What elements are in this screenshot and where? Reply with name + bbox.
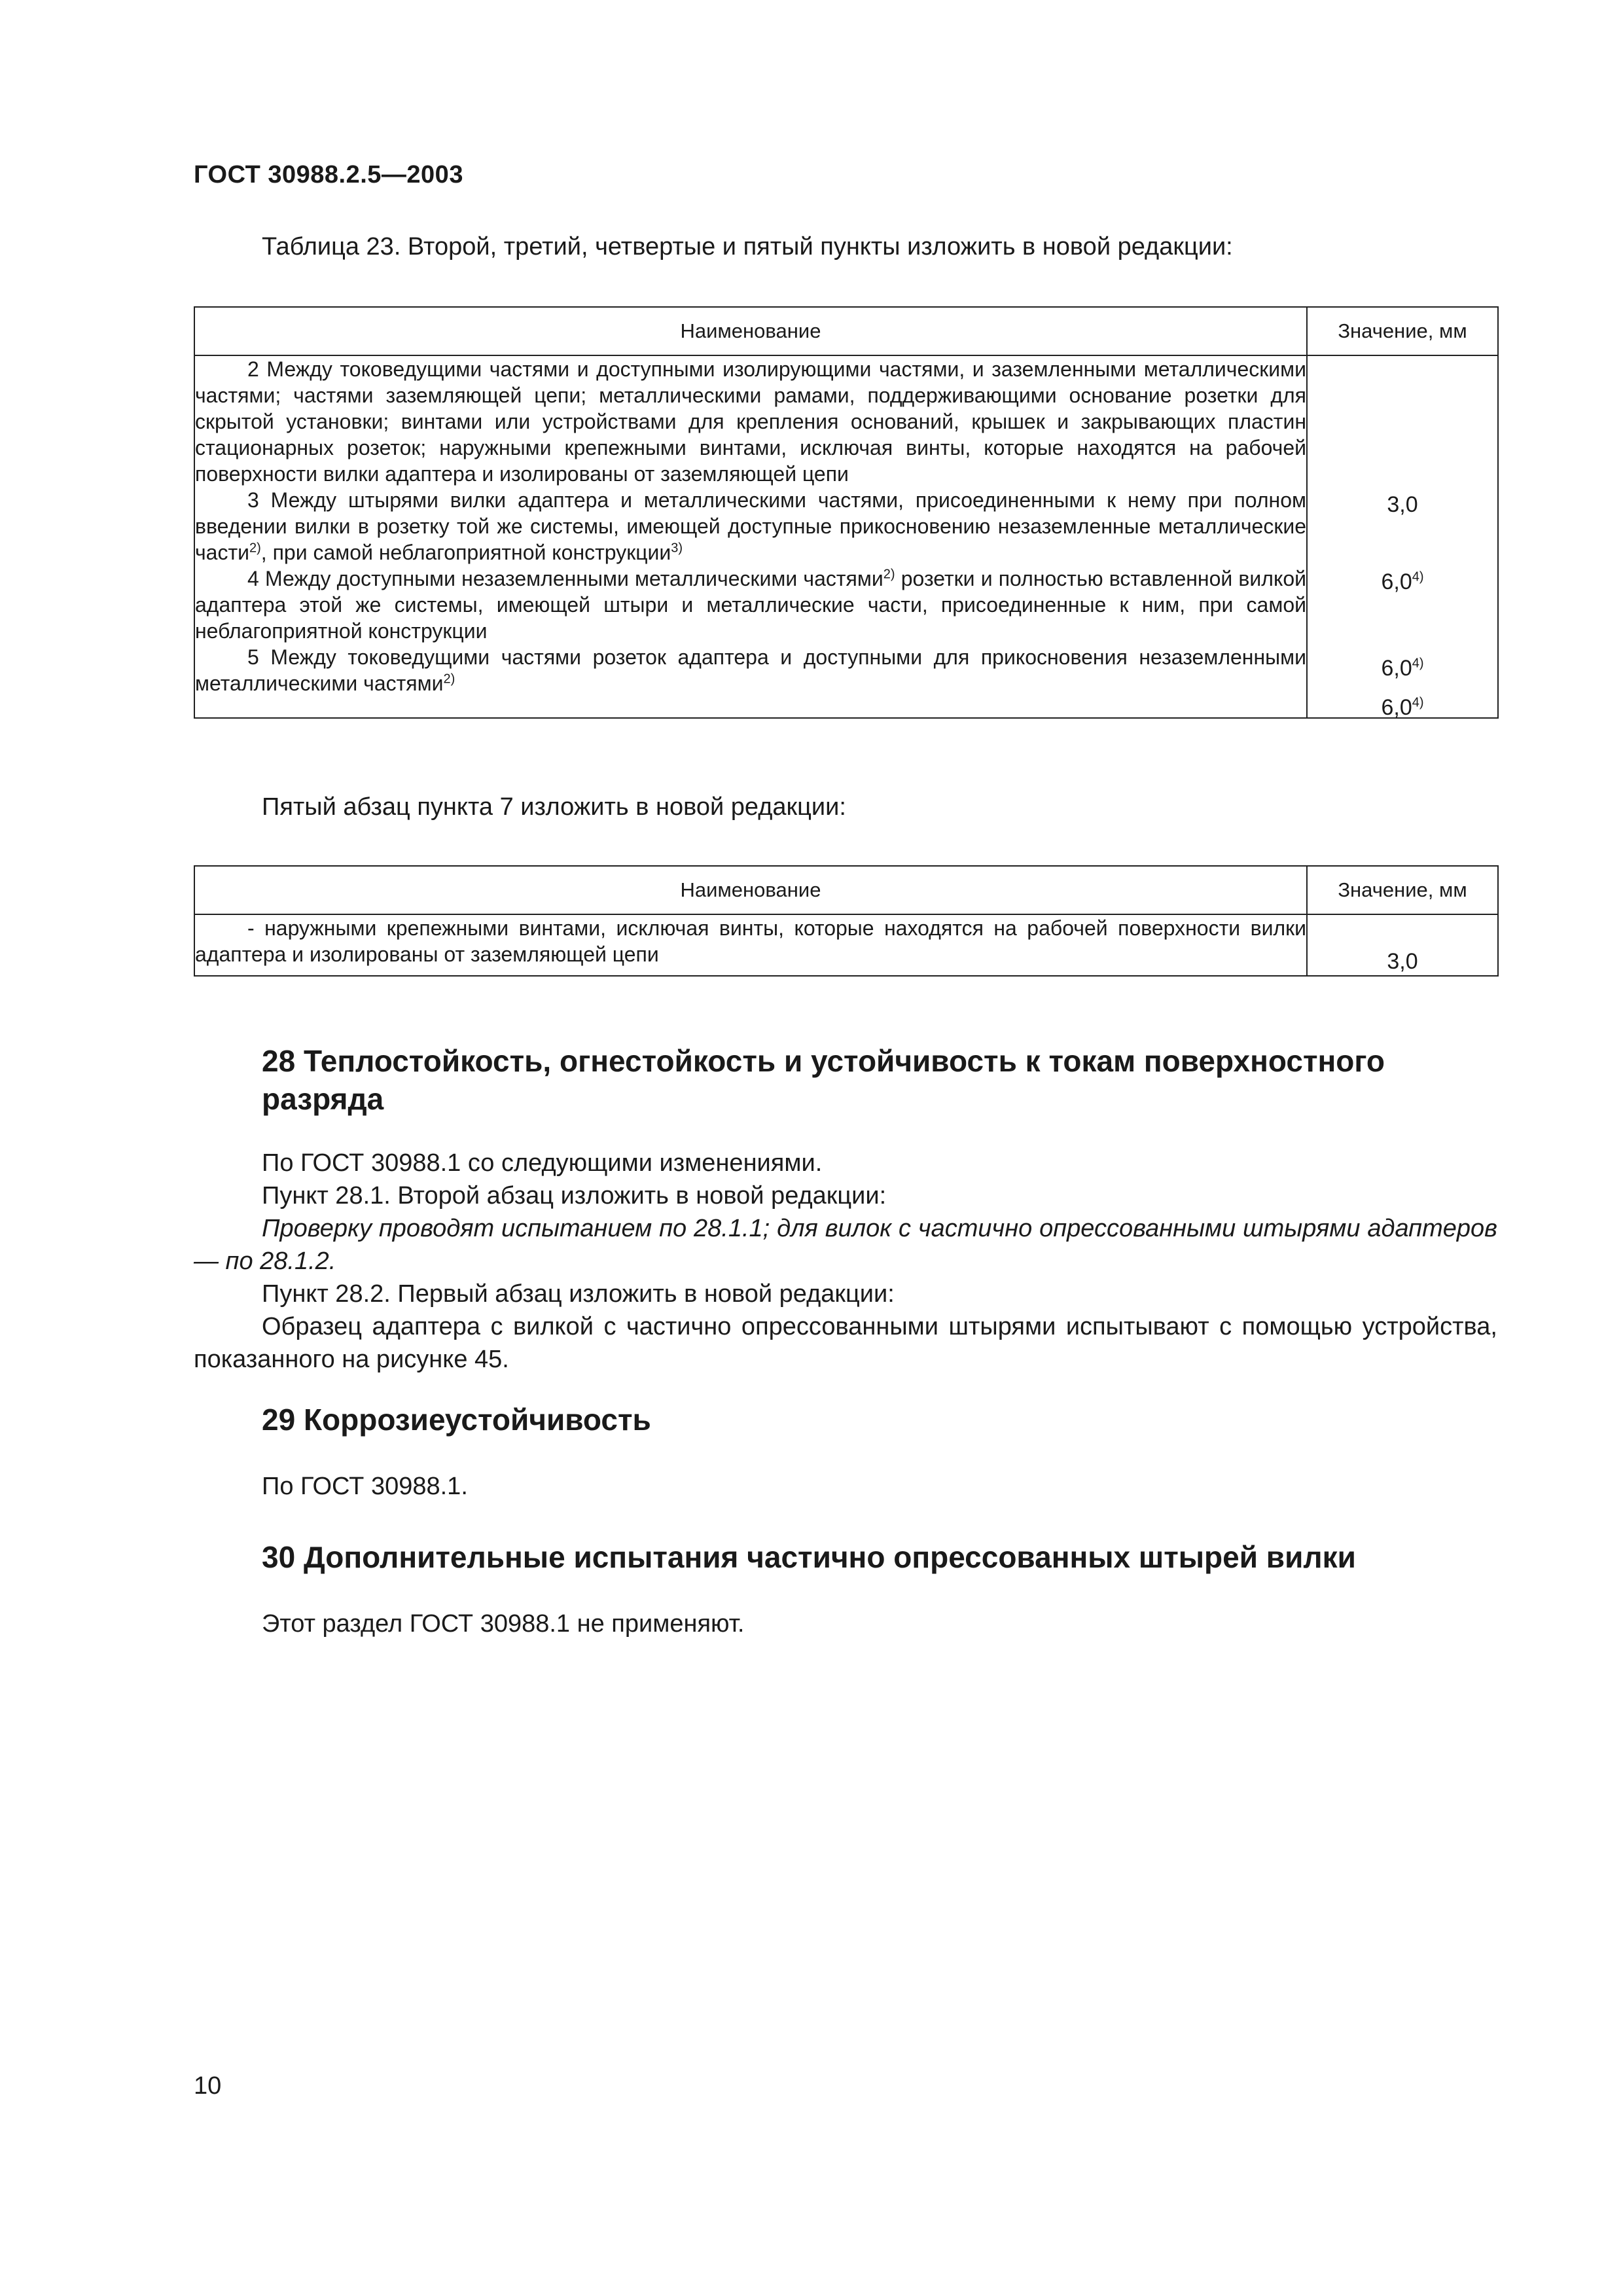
page-number: 10 xyxy=(194,2072,222,2100)
section-28-p4: Пункт 28.2. Первый абзац изложить в новой редакции: xyxy=(262,1280,895,1308)
row-2-text: 2 Между токоведущими частями и доступными изолирующими частями, и заземленными металлическими частями; частями заземляющей цепи; металлическими рамами, поддерживающими основание розетки для скрытой установки; винтами или устройствами для крепления оснований, крышек и закрывающих пластин стационарных розеток; наружными крепежными винтами, исключая винты, которые находятся на рабочей поверхности вилки адаптера и изолированы от заземляющей цепи xyxy=(195,357,1306,486)
column-header-value: Значение, мм xyxy=(1307,866,1498,914)
section-28-p3: Проверку проводят испытанием по 28.1.1; для вилок с частично опрессованными штырями адаптеров — по 28.1.2. xyxy=(194,1215,1497,1275)
table-cell-name xyxy=(194,355,1307,718)
section-29-p1: По ГОСТ 30988.1. xyxy=(262,1473,468,1500)
row-3-text: 3 Между штырями вилки адаптера и металлическими частями, присоединенными к нему при полном введении вилки в розетку той же системы, имеющей доступные прикосновению незаземленные металлические части$^{2)}$, при самой неблагоприятной конструкции$^{3)}$ xyxy=(195,488,1306,564)
section-28-p5: Образец адаптера с вилкой с частично опрессованными штырями испытывают с помощью устройства, показанного на рисунке 45. xyxy=(194,1313,1497,1373)
table-23 xyxy=(194,306,1499,719)
section-30-p1: Этот раздел ГОСТ 30988.1 не применяют. xyxy=(262,1610,745,1638)
section-30-title: 30 Дополнительные испытания частично опрессованных штырей вилки xyxy=(262,1540,1356,1574)
section-28-title: 28 Теплостойкость, огнестойкость и устойчивость к токам поверхностного разряда xyxy=(262,1044,1385,1116)
section-29-title: 29 Коррозиеустойчивость xyxy=(262,1403,651,1437)
para7-intro: Пятый абзац пункта 7 изложить в новой редакции: xyxy=(262,793,846,821)
column-header-value: Значение, мм xyxy=(1307,307,1498,355)
row-5-text: 5 Между токоведущими частями розеток адаптера и доступными для прикосновения незаземленными металлическими частями$^{2)}$ xyxy=(195,645,1306,695)
row-value: 3,0 xyxy=(1387,949,1418,974)
table-header-row xyxy=(194,307,1498,355)
row-5-value: 6,0$^{4)}$ xyxy=(1381,695,1424,720)
table-row xyxy=(194,355,1498,718)
column-header-name: Наименование xyxy=(194,866,1307,914)
row-text: - наружными крепежными винтами, исключая винты, которые находятся на рабочей поверхности вилки адаптера и изолированы от заземляющей цепи xyxy=(195,916,1306,966)
section-28-p1: По ГОСТ 30988.1 со следующими изменениями. xyxy=(262,1149,823,1177)
table-cell-value xyxy=(1307,914,1498,976)
row-4-text: 4 Между доступными незаземленными металлическими частями$^{2)}$ розетки и полностью вставленной вилкой адаптера этой же системы, имеющей штыри и металлические части, присоединенные к ним, при самой неблагоприятной конструкции xyxy=(195,567,1307,643)
table23-intro: Таблица 23. Второй, третий, четвертые и пятый пункты изложить в новой редакции: xyxy=(262,233,1233,260)
table-para7 xyxy=(194,865,1499,977)
row-2-value: 3,0 xyxy=(1387,492,1418,517)
table-cell-name xyxy=(194,914,1307,976)
row-4-value: 6,0$^{4)}$ xyxy=(1381,656,1424,681)
table-header-row xyxy=(194,866,1498,914)
table-row xyxy=(194,914,1498,976)
document-header: ГОСТ 30988.2.5—2003 xyxy=(194,161,463,188)
section-28-p2: Пункт 28.1. Второй абзац изложить в новой редакции: xyxy=(262,1182,887,1210)
column-header-name: Наименование xyxy=(194,307,1307,355)
row-3-value: 6,0$^{4)}$ xyxy=(1381,569,1424,594)
table-cell-value xyxy=(1307,355,1498,718)
